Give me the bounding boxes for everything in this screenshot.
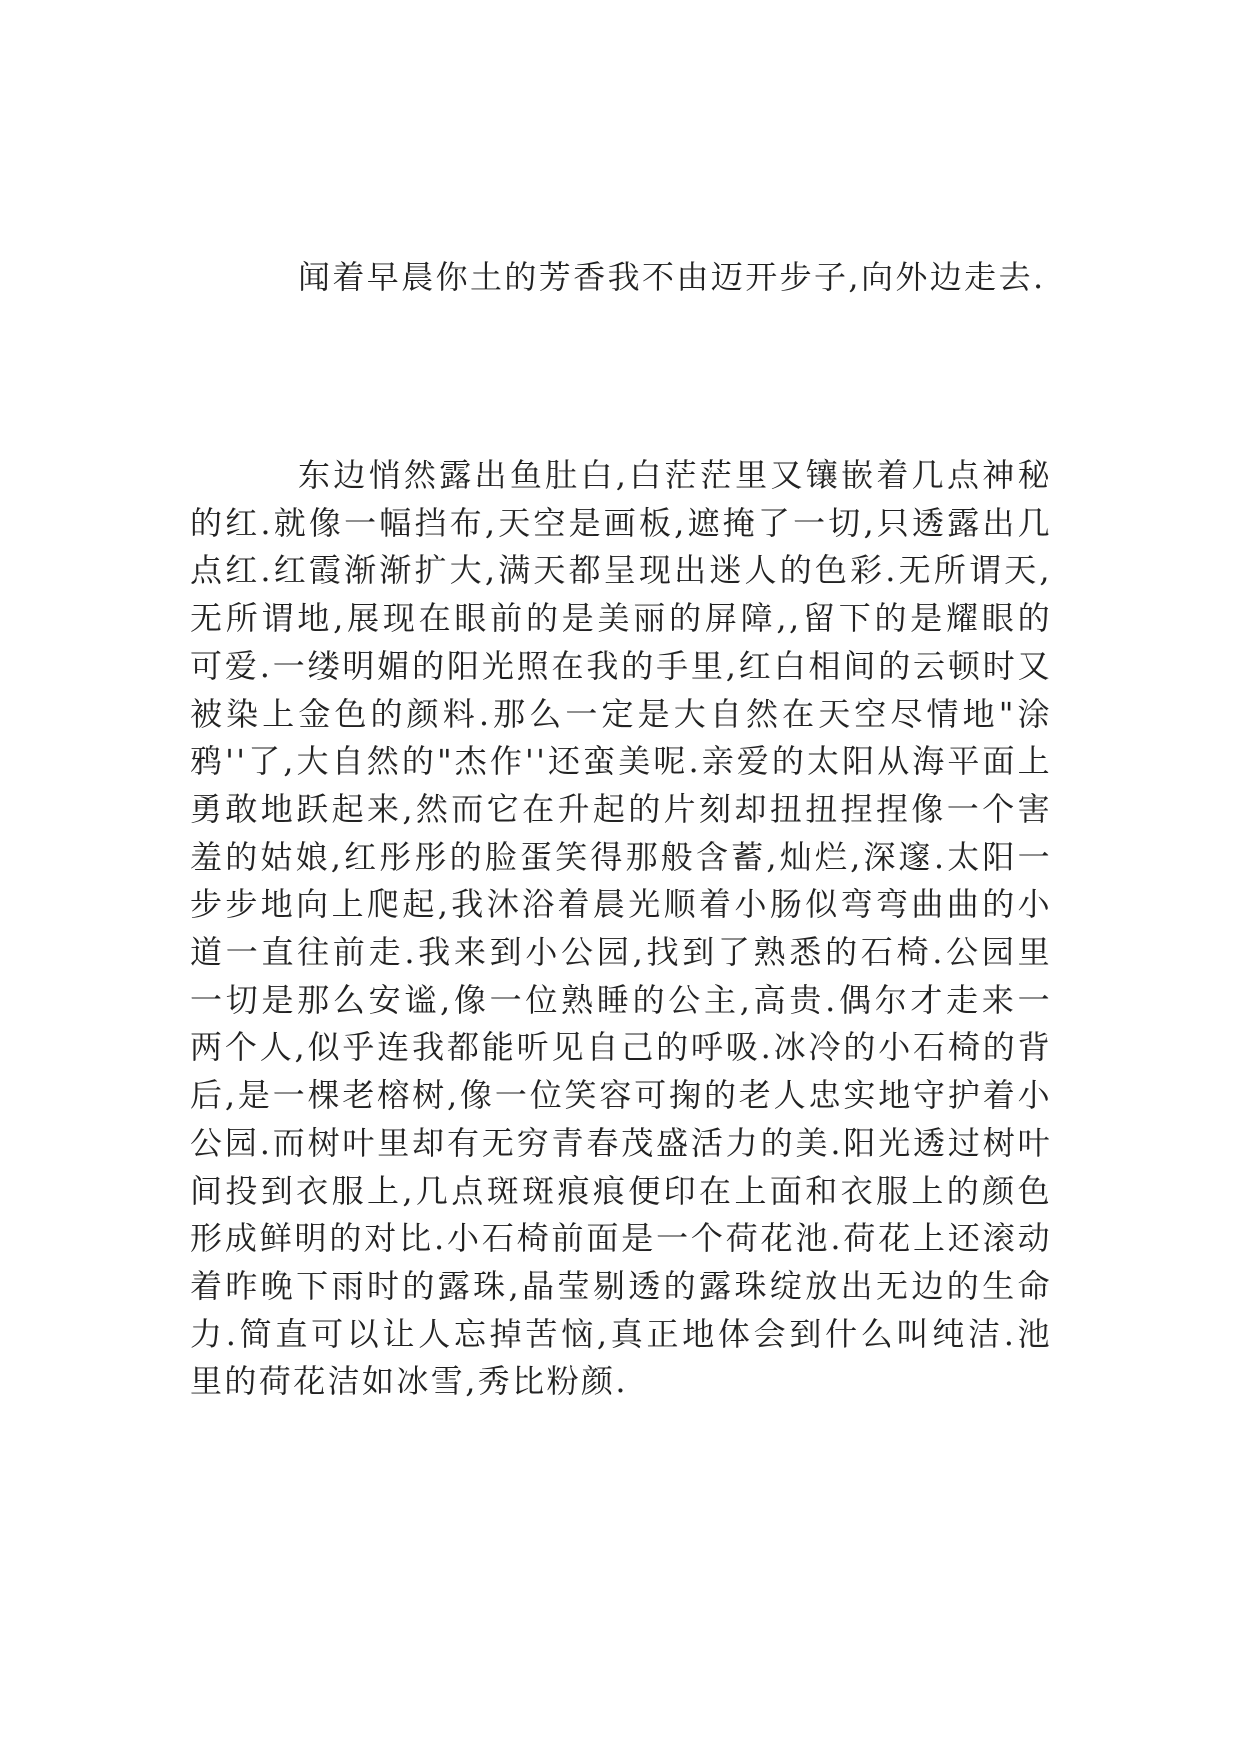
paragraph-sunrise-park: 东边悄然露出鱼肚白,白茫茫里又镶嵌着几点神秘的红.就像一幅挡布,天空是画板,遮掩了一切,只透露出几点红.红霞渐渐扩大,满天都呈现出迷人的色彩.无所谓天,无所谓地,展现在眼前的是美丽的屏障,,留下的是耀眼的可爱.一缕明媚的阳光照在我的手里,红白相间的云顿时又被染上金色的颜料.那么一定是大自然在天空尽情地"涂鸦''了,大自然的"杰作''还蛮美呢.亲爱的太阳从海平面上勇敢地跃起来,然而它在升起的片刻却扭扭捏捏像一个害羞的姑娘,红彤彤的脸蛋笑得那般含蓄,灿烂,深邃.太阳一步步地向上爬起,我沐浴着晨光顺着小肠似弯弯曲曲的小道一直往前走.我来到小公园,找到了熟悉的石椅.公园里一切是那么安谧,像一位熟睡的公主,高贵.偶尔才走来一两个人,似乎连我都能听见自己的呼吸.冰冷的小石椅的背后,是一棵老榕树,像一位笑容可掬的老人忠实地守护着小公园.而树叶里却有无穷青春茂盛活力的美.阳光透过树叶间投到衣服上,几点斑斑痕痕便印在上面和衣服上的颜色形成鲜明的对比.小石椅前面是一个荷花池.荷花上还滚动着昨晚下雨时的露珠,晶莹剔透的露珠绽放出无边的生命力.简直可以让人忘掉苦恼,真正地体会到什么叫纯洁.池里的荷花洁如冰雪,秀比粉颜.	[190, 456, 1052, 1401]
paragraph-intro: 闻着早晨你土的芳香我不由迈开步子,向外边走去.	[298, 258, 1046, 296]
